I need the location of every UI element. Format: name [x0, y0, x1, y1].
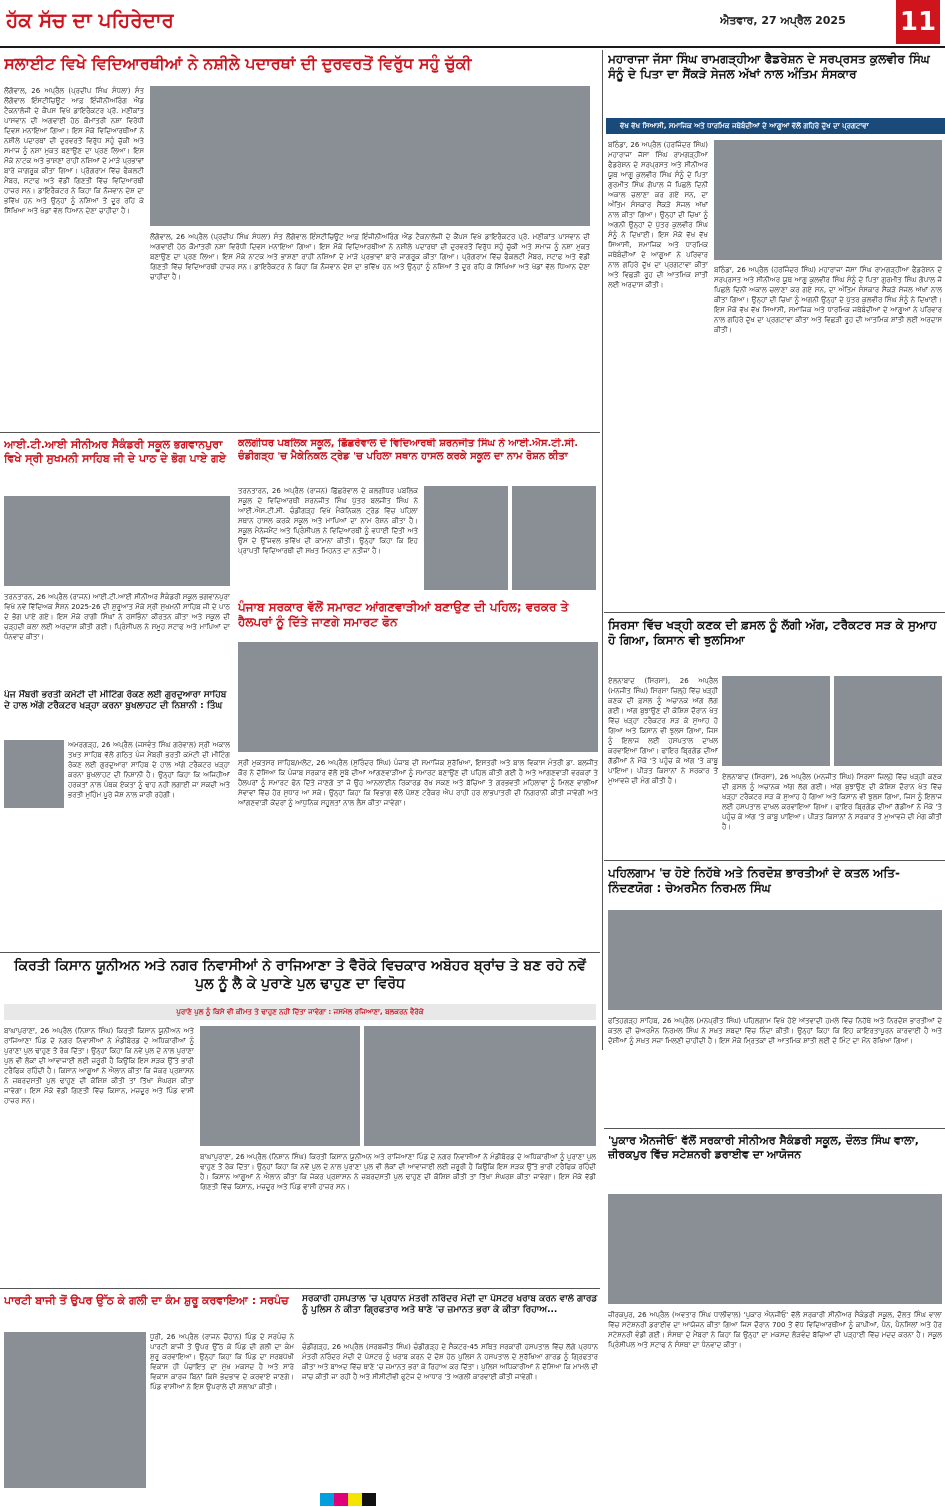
story-headline: ਸਿਰਸਾ ਵਿੱਚ ਖੜ੍ਹੀ ਕਣਕ ਦੀ ਫ਼ਸਲ ਨੂੰ ਲੱਗੀ ਅੱਗ, ਟਰੈਕਟਰ ਸੜ ਕੇ ਸੁਆਹ ਹੋ ਗਿਆ, ਕਿਸਾਨ ਵੀ ਝੁਲਸਿਆ [608, 618, 937, 647]
story-photo [4, 496, 230, 586]
story-body: ਤਰਨਤਾਰਨ, 26 ਅਪ੍ਰੈਲ (ਰਾਜਨ) ਆਈ.ਟੀ.ਆਈ ਸੀਨੀਅਰ ਸੈਕੰਡਰੀ ਸਕੂਲ ਭਗਵਾਨਪੁਰਾ ਵਿਖੇ ਨਵੇਂ ਵਿੱਦਿਅਕ ਸੈਸ਼ਨ 2025-26 ਦੀ ਸ਼ੁਰੂਆਤ ਮੌਕੇ ਸ੍ਰੀ ਸੁਖਮਨੀ ਸਾਹਿਬ ਜੀ ਦੇ ਪਾਠ ਦੇ ਭੋਗ ਪਾਏ ਗਏ। ਇਸ ਮੌਕੇ ਰਾਗੀ ਸਿੰਘਾਂ ਨੇ ਰਸਭਿੰਨਾ ਕੀਰਤਨ ਕੀਤਾ ਅਤੇ ਸਕੂਲ ਦੀ ਚੜ੍ਹਦੀ ਕਲਾ ਲਈ ਅਰਦਾਸ ਕੀਤੀ ਗਈ। ਪ੍ਰਿੰਸੀਪਲ ਨੇ ਸਮੂਹ ਸਟਾਫ ਅਤੇ ਮਾਪਿਆਂ ਦਾ ਧੰਨਵਾਦ ਕੀਤਾ। [4, 593, 230, 641]
swatch-black [362, 1493, 376, 1506]
story-body: ਅਮਰਗੜ੍ਹ, 26 ਅਪ੍ਰੈਲ (ਜਸਵੰਤ ਸਿੰਘ ਗਰੇਵਾਲ) ਸ੍ਰੀ ਅਕਾਲ ਤਖ਼ਤ ਸਾਹਿਬ ਵੱਲੋਂ ਗਠਿਤ ਪੰਜ ਮੈਂਬਰੀ ਭਰਤੀ ਕਮੇਟੀ ਦੀ ਮੀਟਿੰਗ ਰੋਕਣ ਲਈ ਗੁਰਦੁਆਰਾ ਸਾਹਿਬ ਦੇ ਹਾਲ ਅੱਗੇ ਟਰੈਕਟਰ ਖੜ੍ਹਾ ਕਰਨਾ ਬੁਖਲਾਹਟ ਦੀ ਨਿਸ਼ਾਨੀ ਹੈ। ਉਨ੍ਹਾਂ ਕਿਹਾ ਕਿ ਅਜਿਹੀਆਂ ਹਰਕਤਾਂ ਨਾਲ ਪੰਥਕ ਏਕਤਾ ਨੂੰ ਢਾਹ ਨਹੀਂ ਲਗਾਈ ਜਾ ਸਕਦੀ ਅਤੇ ਭਰਤੀ ਮੁਹਿੰਮ ਪੂਰੇ ਜੋਸ਼ ਨਾਲ ਜਾਰੀ ਰਹੇਗੀ। [68, 741, 230, 799]
section-rule [604, 860, 945, 861]
story-body: ਫਤਿਹਗੜ੍ਹ ਸਾਹਿਬ, 26 ਅਪ੍ਰੈਲ (ਮਨਪ੍ਰੀਤ ਸਿੰਘ) ਪਹਿਲਗਾਮ ਵਿਖੇ ਹੋਏ ਅੱਤਵਾਦੀ ਹਮਲੇ ਵਿੱਚ ਨਿਹੱਥੇ ਅਤੇ ਨਿਰਦੋਸ਼ ਭਾਰਤੀਆਂ ਦੇ ਕਤਲ ਦੀ ਚੇਅਰਮੈਨ ਨਿਰਮਲ ਸਿੰਘ ਨੇ ਸਖ਼ਤ ਸ਼ਬਦਾਂ ਵਿੱਚ ਨਿੰਦਾ ਕੀਤੀ। ਉਨ੍ਹਾਂ ਕਿਹਾ ਕਿ ਇਹ ਕਾਇਰਤਾਪੂਰਨ ਕਾਰਵਾਈ ਹੈ ਅਤੇ ਦੋਸ਼ੀਆਂ ਨੂੰ ਸਖ਼ਤ ਸਜ਼ਾ ਮਿਲਣੀ ਚਾਹੀਦੀ ਹੈ। ਇਸ ਮੌਕੇ ਮ੍ਰਿਤਕਾਂ ਦੀ ਆਤਮਿਕ ਸ਼ਾਂਤੀ ਲਈ ਦੋ ਮਿੰਟ ਦਾ ਮੌਨ ਰੱਖਿਆ ਗਿਆ। [608, 1017, 942, 1045]
swatch-cyan [320, 1493, 334, 1506]
story-photo [238, 642, 598, 752]
story-headline: ਪੰਜ ਮੈਂਬਰੀ ਭਰਤੀ ਕਮੇਟੀ ਦੀ ਮੀਟਿੰਗ ਰੋਕਣ ਲਈ ਗੁਰਦੁਆਰਾ ਸਾਹਿਬ ਦੇ ਹਾਲ ਅੱਗੇ ਟਰੈਕਟਰ ਖੜ੍ਹਾ ਕਰਨਾ ਬੁਖਲਾਹਟ ਦੀ ਨਿਸ਼ਾਨੀ : ਤਿੰਘ [4, 690, 227, 712]
story-body: ਲੌਂਗੋਵਾਲ, 26 ਅਪ੍ਰੈਲ (ਪ੍ਰਦੀਪ ਸਿੰਘ ਸੰਧਲਾ) ਸੰਤ ਲੌਂਗੋਵਾਲ ਇੰਸਟੀਚਿਊਟ ਆਫ਼ ਇੰਜੀਨੀਅਰਿੰਗ ਐਂਡ ਟੈਕਨਾਲੋਜੀ ਦੇ ਕੈਂਪਸ ਵਿਖੇ ਡਾਇਰੈਕਟਰ ਪ੍ਰੋ. ਮਣੀਕਾਂਤ ਪਾਸਵਾਨ ਦੀ ਅਗਵਾਈ ਹੇਠ ਕੌਮਾਂਤਰੀ ਨਸ਼ਾ ਵਿਰੋਧੀ ਦਿਵਸ ਮਨਾਇਆ ਗਿਆ। ਇਸ ਮੌਕੇ ਵਿਦਿਆਰਥੀਆਂ ਨੇ ਨਸ਼ੀਲੇ ਪਦਾਰਥਾਂ ਦੀ ਦੁਰਵਰਤੋਂ ਵਿਰੁੱਧ ਸਹੁੰ ਚੁੱਕੀ ਅਤੇ ਸਮਾਜ ਨੂੰ ਨਸ਼ਾ ਮੁਕਤ ਬਣਾਉਣ ਦਾ ਪ੍ਰਣ ਲਿਆ। ਇਸ ਮੌਕੇ ਨਾਟਕ ਅਤੇ ਭਾਸ਼ਣਾਂ ਰਾਹੀਂ ਨਸ਼ਿਆਂ ਦੇ ਮਾੜੇ ਪ੍ਰਭਾਵਾਂ ਬਾਰੇ ਜਾਗਰੂਕ ਕੀਤਾ ਗਿਆ। ਪ੍ਰੋਗਰਾਮ ਵਿੱਚ ਫੈਕਲਟੀ ਮੈਂਬਰ, ਸਟਾਫ ਅਤੇ ਵੱਡੀ ਗਿਣਤੀ ਵਿੱਚ ਵਿਦਿਆਰਥੀ ਹਾਜ਼ਰ ਸਨ। ਡਾਇਰੈਕਟਰ ਨੇ ਕਿਹਾ ਕਿ ਨੌਜਵਾਨ ਦੇਸ਼ ਦਾ ਭਵਿੱਖ ਹਨ ਅਤੇ ਉਨ੍ਹਾਂ ਨੂੰ ਨਸ਼ਿਆਂ ਤੋਂ ਦੂਰ ਰਹਿ ਕੇ ਸਿੱਖਿਆ ਅਤੇ ਖੇਡਾਂ ਵੱਲ ਧਿਆਨ ਦੇਣਾ ਚਾਹੀਦਾ ਹੈ। [4, 87, 144, 215]
column-rule [602, 50, 603, 1050]
story-headline: ਪਹਿਲਗਾਮ 'ਚ ਹੋਏ ਨਿਹੱਥੇ ਅਤੇ ਨਿਰਦੋਸ਼ ਭਾਰਤੀਆਂ ਦੇ ਕਤਲ ਅਤਿ-ਨਿੰਦਣਯੋਗ : ਚੇਅਰਮੈਨ ਨਿਰਮਲ ਸਿੰਘ [608, 866, 900, 895]
story-modi-poster [300, 1292, 600, 1492]
story-iti-school [0, 436, 232, 686]
story-body: ਬਾਘਾਪੁਰਾਣਾ, 26 ਅਪ੍ਰੈਲ (ਨਿਸ਼ਾਨ ਸਿੰਘ) ਕਿਰਤੀ ਕਿਸਾਨ ਯੂਨੀਅਨ ਅਤੇ ਰਾਜਿਆਣਾ ਪਿੰਡ ਦੇ ਨਗਰ ਨਿਵਾਸੀਆਂ ਨੇ ਮੰਡੀਬੋਰਡ ਦੇ ਅਧਿਕਾਰੀਆਂ ਨੂੰ ਪੁਰਾਣਾ ਪੁਲ ਢਾਹੁਣ ਤੋਂ ਰੋਕ ਦਿੱਤਾ। ਉਨ੍ਹਾਂ ਕਿਹਾ ਕਿ ਨਵੇਂ ਪੁਲ ਦੇ ਨਾਲ ਪੁਰਾਣਾ ਪੁਲ ਵੀ ਲੋਕਾਂ ਦੀ ਆਵਾਜਾਈ ਲਈ ਜ਼ਰੂਰੀ ਹੈ ਕਿਉਂਕਿ ਇਸ ਸੜਕ ਉੱਤੇ ਭਾਰੀ ਟਰੈਫਿਕ ਰਹਿੰਦੀ ਹੈ। ਕਿਸਾਨ ਆਗੂਆਂ ਨੇ ਐਲਾਨ ਕੀਤਾ ਕਿ ਜੇਕਰ ਪ੍ਰਸ਼ਾਸਨ ਨੇ ਜ਼ਬਰਦਸਤੀ ਪੁਲ ਢਾਹੁਣ ਦੀ ਕੋਸ਼ਿਸ਼ ਕੀਤੀ ਤਾਂ ਤਿੱਖਾ ਸੰਘਰਸ਼ ਕੀਤਾ ਜਾਵੇਗਾ। ਇਸ ਮੌਕੇ ਵੱਡੀ ਗਿਣਤੀ ਵਿੱਚ ਕਿਸਾਨ, ਮਜ਼ਦੂਰ ਅਤੇ ਪਿੰਡ ਵਾਸੀ ਹਾਜ਼ਰ ਸਨ। [4, 1027, 194, 1105]
story-body: ਸ੍ਰੀ ਮੁਕਤਸਰ ਸਾਹਿਬ/ਮਲੋਟ, 26 ਅਪ੍ਰੈਲ (ਸੁਰਿੰਦਰ ਸਿੰਘ) ਪੰਜਾਬ ਦੀ ਸਮਾਜਿਕ ਸੁਰੱਖਿਆ, ਇਸਤਰੀ ਅਤੇ ਬਾਲ ਵਿਕਾਸ ਮੰਤਰੀ ਡਾ. ਬਲਜੀਤ ਕੌਰ ਨੇ ਦੱਸਿਆ ਕਿ ਪੰਜਾਬ ਸਰਕਾਰ ਵੱਲੋਂ ਸੂਬੇ ਦੀਆਂ ਆਂਗਣਵਾੜੀਆਂ ਨੂੰ ਸਮਾਰਟ ਬਣਾਉਣ ਦੀ ਪਹਿਲ ਕੀਤੀ ਗਈ ਹੈ ਅਤੇ ਆਂਗਣਵਾੜੀ ਵਰਕਰਾਂ ਤੇ ਹੈਲਪਰਾਂ ਨੂੰ ਸਮਾਰਟ ਫੋਨ ਦਿੱਤੇ ਜਾਣਗੇ ਤਾਂ ਜੋ ਉਹ ਆਨਲਾਈਨ ਰਿਕਾਰਡ ਰੱਖ ਸਕਣ ਅਤੇ ਬੱਚਿਆਂ ਤੇ ਗਰਭਵਤੀ ਮਹਿਲਾਵਾਂ ਨੂੰ ਮਿਲਣ ਵਾਲੀਆਂ ਸੇਵਾਵਾਂ ਵਿੱਚ ਹੋਰ ਸੁਧਾਰ ਆ ਸਕੇ। ਉਨ੍ਹਾਂ ਕਿਹਾ ਕਿ ਵਿਭਾਗ ਵੱਲੋਂ ਪੋਸ਼ਣ ਟਰੈਕਰ ਐਪ ਰਾਹੀਂ ਹਰ ਲਾਭਪਾਤਰੀ ਦੀ ਨਿਗਰਾਨੀ ਕੀਤੀ ਜਾਵੇਗੀ ਅਤੇ ਆਂਗਣਵਾੜੀ ਕੇਂਦਰਾਂ ਨੂੰ ਆਧੁਨਿਕ ਸਹੂਲਤਾਂ ਨਾਲ ਲੈਸ ਕੀਤਾ ਜਾਵੇਗਾ। [238, 759, 598, 807]
story-recruitment-committee [0, 688, 232, 950]
section-rule [0, 952, 600, 953]
story-strap: ਵੱਖ ਵੱਖ ਸਿਆਸੀ, ਸਮਾਜਿਕ ਅਤੇ ਧਾਰਮਿਕ ਜਥੇਬੰਦੀਆਂ ਦੇ ਆਗੂਆਂ ਵੱਲੋਂ ਗਹਿਰੇ ਦੁੱਖ ਦਾ ਪ੍ਰਗਟਾਵਾ [606, 118, 945, 134]
story-photo [200, 1026, 360, 1146]
story-headline: ਪੰਜਾਬ ਸਰਕਾਰ ਵੱਲੋਂ ਸਮਾਰਟ ਆਂਗਣਵਾੜੀਆਂ ਬਣਾਉਣ ਦੀ ਪਹਿਲ; ਵਰਕਰ ਤੇ ਹੈਲਪਰਾਂ ਨੂੰ ਦਿੱਤੇ ਜਾਣਗੇ ਸਮਾਰਟ ਫੋਨ [238, 600, 569, 629]
story-pahalgam [606, 864, 945, 1124]
story-photo [608, 1194, 942, 1304]
story-body: ਤਰਨਤਾਰਨ, 26 ਅਪ੍ਰੈਲ (ਰਾਜਨ) ਛਿੱਛਰੇਵਾਲ ਦੇ ਕਲਗੀਧਰ ਪਬਲਿਕ ਸਕੂਲ ਦੇ ਵਿਦਿਆਰਥੀ ਸ਼ਰਨਜੀਤ ਸਿੰਘ ਪੁੱਤਰ ਬਲਜੀਤ ਸਿੰਘ ਨੇ ਆਈ.ਐਸ.ਟੀ.ਸੀ. ਚੰਡੀਗੜ੍ਹ ਵਿਖੇ ਮੈਕੇਨਿਕਲ ਟ੍ਰੇਡ ਵਿੱਚ ਪਹਿਲਾ ਸਥਾਨ ਹਾਸਲ ਕਰਕੇ ਸਕੂਲ ਅਤੇ ਮਾਪਿਆਂ ਦਾ ਨਾਮ ਰੋਸ਼ਨ ਕੀਤਾ ਹੈ। ਸਕੂਲ ਮੈਨੇਜਮੈਂਟ ਅਤੇ ਪ੍ਰਿੰਸੀਪਲ ਨੇ ਵਿਦਿਆਰਥੀ ਨੂੰ ਵਧਾਈ ਦਿੱਤੀ ਅਤੇ ਉਸ ਦੇ ਉੱਜਵਲ ਭਵਿੱਖ ਦੀ ਕਾਮਨਾ ਕੀਤੀ। ਉਨ੍ਹਾਂ ਕਿਹਾ ਕਿ ਇਹ ਪ੍ਰਾਪਤੀ ਵਿਦਿਆਰਥੀ ਦੀ ਸਖ਼ਤ ਮਿਹਨਤ ਦਾ ਨਤੀਜਾ ਹੈ। [238, 487, 418, 555]
story-photo [608, 910, 942, 1010]
story-kalgidhar-school [236, 436, 600, 596]
story-photo [150, 86, 590, 226]
section-rule [0, 1288, 600, 1289]
story-body: ਬਠਿੰਡਾ, 26 ਅਪ੍ਰੈਲ (ਹਰਜਿੰਦਰ ਸਿੰਘ) ਮਹਾਰਾਜਾ ਜੱਸਾ ਸਿੰਘ ਰਾਮਗੜ੍ਹੀਆ ਫੈਡਰੇਸ਼ਨ ਦੇ ਸਰਪ੍ਰਸਤ ਅਤੇ ਸੀਨੀਅਰ ਯੂਥ ਆਗੂ ਕੁਲਵੀਰ ਸਿੰਘ ਸੰਨੂੰ ਦੇ ਪਿਤਾ ਗੁਰਮੀਤ ਸਿੰਘ ਗੋਪਾਲ ਜੋ ਪਿਛਲੇ ਦਿਨੀਂ ਅਕਾਲ ਚਲਾਣਾ ਕਰ ਗਏ ਸਨ, ਦਾ ਅੰਤਿਮ ਸੰਸਕਾਰ ਸੈਂਕੜੇ ਸੇਜਲ ਅੱਖਾਂ ਨਾਲ ਕੀਤਾ ਗਿਆ। ਉਨ੍ਹਾਂ ਦੀ ਚਿਖਾ ਨੂੰ ਅਗਨੀ ਉਨ੍ਹਾਂ ਦੇ ਪੁੱਤਰ ਕੁਲਵੀਰ ਸਿੰਘ ਸੰਨੂੰ ਨੇ ਦਿਖਾਈ। ਇਸ ਮੌਕੇ ਵੱਖ ਵੱਖ ਸਿਆਸੀ, ਸਮਾਜਿਕ ਅਤੇ ਧਾਰਮਿਕ ਜਥੇਬੰਦੀਆਂ ਦੇ ਆਗੂਆਂ ਨੇ ਪਰਿਵਾਰ ਨਾਲ ਗਹਿਰੇ ਦੁੱਖ ਦਾ ਪ੍ਰਗਟਾਵਾ ਕੀਤਾ ਅਤੇ ਵਿਛੜੀ ਰੂਹ ਦੀ ਆਤਮਿਕ ਸ਼ਾਂਤੀ ਲਈ ਅਰਦਾਸ ਕੀਤੀ। [608, 141, 708, 289]
swatch-magenta [334, 1493, 348, 1506]
story-photo [4, 1332, 146, 1488]
student-photo [512, 486, 596, 590]
registration-color-bar [320, 1492, 620, 1506]
story-photo [364, 1026, 596, 1146]
story-body: ਚੰਡੀਗੜ੍ਹ, 26 ਅਪ੍ਰੈਲ (ਸਰਬਜੀਤ ਸਿੰਘ) ਚੰਡੀਗੜ੍ਹ ਦੇ ਸੈਕਟਰ-45 ਸਥਿਤ ਸਰਕਾਰੀ ਹਸਪਤਾਲ ਵਿੱਚ ਲੱਗੇ ਪ੍ਰਧਾਨ ਮੰਤਰੀ ਨਰਿੰਦਰ ਮੋਦੀ ਦੇ ਪੋਸਟਰ ਨੂੰ ਖਰਾਬ ਕਰਨ ਦੇ ਦੋਸ਼ ਹੇਠ ਪੁਲਿਸ ਨੇ ਹਸਪਤਾਲ ਦੇ ਸੁਰੱਖਿਆ ਗਾਰਡ ਨੂੰ ਗ੍ਰਿਫਤਾਰ ਕੀਤਾ ਅਤੇ ਬਾਅਦ ਵਿੱਚ ਥਾਣੇ 'ਚ ਜ਼ਮਾਨਤ ਭਰਾ ਕੇ ਰਿਹਾਅ ਕਰ ਦਿੱਤਾ। ਪੁਲਿਸ ਅਧਿਕਾਰੀਆਂ ਨੇ ਦੱਸਿਆ ਕਿ ਮਾਮਲੇ ਦੀ ਜਾਂਚ ਕੀਤੀ ਜਾ ਰਹੀ ਹੈ ਅਤੇ ਸੀਸੀਟੀਵੀ ਫੁਟੇਜ ਦੇ ਆਧਾਰ 'ਤੇ ਅਗਲੀ ਕਾਰਵਾਈ ਕੀਤੀ ਜਾਵੇਗੀ। [302, 1343, 598, 1381]
page-number: 11 [896, 0, 940, 44]
story-headline: ਸਰਕਾਰੀ ਹਸਪਤਾਲ 'ਚ ਪ੍ਰਧਾਨ ਮੰਤਰੀ ਨਰਿੰਦਰ ਮੋਦੀ ਦਾ ਪੋਸਟਰ ਖਰਾਬ ਕਰਨ ਵਾਲੇ ਗਾਰਡ ਨੂੰ ਪੁਲਿਸ ਨੇ ਕੀਤਾ ਗ੍ਰਿਫਤਾਰ ਅਤੇ ਥਾਣੇ 'ਚ ਜ਼ਮਾਨਤ ਭਰਾ ਕੇ ਕੀਤਾ ਰਿਹਾਅ... [302, 1294, 598, 1316]
story-headline: 'ਪੁਕਾਰ ਐਨਜੀਓ' ਵੱਲੋਂ ਸਰਕਾਰੀ ਸੀਨੀਅਰ ਸੈਕੰਡਰੀ ਸਕੂਲ, ਦੌਲਤ ਸਿੰਘ ਵਾਲਾ, ਜ਼ੀਰਕਪੁਰ ਵਿੱਚ ਸਟੇਸ਼ਨਰੀ ਡਰਾਈਵ ਦਾ ਆਯੋਜਨ [608, 1134, 919, 1161]
story-sarpanch-street [0, 1292, 296, 1492]
story-body: ਧੂਰੀ, 26 ਅਪ੍ਰੈਲ (ਰਾਜਨ ਚੌਹਾਨ) ਪਿੰਡ ਦੇ ਸਰਪੰਚ ਨੇ ਪਾਰਟੀ ਬਾਜੀ ਤੋਂ ਉਪਰ ਉੱਠ ਕੇ ਪਿੰਡ ਦੀ ਗਲੀ ਦਾ ਕੰਮ ਸ਼ੁਰੂ ਕਰਵਾਇਆ। ਉਨ੍ਹਾਂ ਕਿਹਾ ਕਿ ਪਿੰਡ ਦਾ ਸਰਬਪੱਖੀ ਵਿਕਾਸ ਹੀ ਪੰਚਾਇਤ ਦਾ ਮੁੱਖ ਮਕਸਦ ਹੈ ਅਤੇ ਸਾਰੇ ਵਿਕਾਸ ਕਾਰਜ ਬਿਨਾਂ ਕਿਸੇ ਭੇਦਭਾਵ ਦੇ ਕਰਵਾਏ ਜਾਣਗੇ। ਪਿੰਡ ਵਾਸੀਆਂ ਨੇ ਇਸ ਉਪਰਾਲੇ ਦੀ ਸ਼ਲਾਘਾ ਕੀਤੀ। [150, 1333, 294, 1391]
student-photo [424, 486, 508, 590]
story-pukar-ngo [606, 1132, 945, 1492]
story-body: ਜ਼ੀਰਕਪੁਰ, 26 ਅਪ੍ਰੈਲ (ਅਵਤਾਰ ਸਿੰਘ ਧਾਲੀਵਾਲ) 'ਪੁਕਾਰ ਐਨਜੀਓ' ਵੱਲੋਂ ਸਰਕਾਰੀ ਸੀਨੀਅਰ ਸੈਕੰਡਰੀ ਸਕੂਲ, ਦੌਲਤ ਸਿੰਘ ਵਾਲਾ ਵਿੱਚ ਸਟੇਸ਼ਨਰੀ ਡਰਾਈਵ ਦਾ ਆਯੋਜਨ ਕੀਤਾ ਗਿਆ ਜਿਸ ਦੌਰਾਨ 700 ਤੋਂ ਵੱਧ ਵਿਦਿਆਰਥੀਆਂ ਨੂੰ ਕਾਪੀਆਂ, ਪੈਨ, ਪੈਨਸਿਲਾਂ ਅਤੇ ਹੋਰ ਸਟੇਸ਼ਨਰੀ ਵੰਡੀ ਗਈ। ਸੰਸਥਾ ਦੇ ਮੈਂਬਰਾਂ ਨੇ ਕਿਹਾ ਕਿ ਉਨ੍ਹਾਂ ਦਾ ਮਕਸਦ ਲੋੜਵੰਦ ਬੱਚਿਆਂ ਦੀ ਪੜ੍ਹਾਈ ਵਿੱਚ ਮਦਦ ਕਰਨਾ ਹੈ। ਸਕੂਲ ਪ੍ਰਿੰਸੀਪਲ ਅਤੇ ਸਟਾਫ ਨੇ ਸੰਸਥਾ ਦਾ ਧੰਨਵਾਦ ਕੀਤਾ। [608, 1311, 942, 1349]
masthead [0, 0, 945, 48]
section-rule [604, 612, 945, 613]
story-body-continued: ਲੌਂਗੋਵਾਲ, 26 ਅਪ੍ਰੈਲ (ਪ੍ਰਦੀਪ ਸਿੰਘ ਸੰਧਲਾ) ਸੰਤ ਲੌਂਗੋਵਾਲ ਇੰਸਟੀਚਿਊਟ ਆਫ਼ ਇੰਜੀਨੀਅਰਿੰਗ ਐਂਡ ਟੈਕਨਾਲੋਜੀ ਦੇ ਕੈਂਪਸ ਵਿਖੇ ਡਾਇਰੈਕਟਰ ਪ੍ਰੋ. ਮਣੀਕਾਂਤ ਪਾਸਵਾਨ ਦੀ ਅਗਵਾਈ ਹੇਠ ਕੌਮਾਂਤਰੀ ਨਸ਼ਾ ਵਿਰੋਧੀ ਦਿਵਸ ਮਨਾਇਆ ਗਿਆ। ਇਸ ਮੌਕੇ ਵਿਦਿਆਰਥੀਆਂ ਨੇ ਨਸ਼ੀਲੇ ਪਦਾਰਥਾਂ ਦੀ ਦੁਰਵਰਤੋਂ ਵਿਰੁੱਧ ਸਹੁੰ ਚੁੱਕੀ ਅਤੇ ਸਮਾਜ ਨੂੰ ਨਸ਼ਾ ਮੁਕਤ ਬਣਾਉਣ ਦਾ ਪ੍ਰਣ ਲਿਆ। ਇਸ ਮੌਕੇ ਨਾਟਕ ਅਤੇ ਭਾਸ਼ਣਾਂ ਰਾਹੀਂ ਨਸ਼ਿਆਂ ਦੇ ਮਾੜੇ ਪ੍ਰਭਾਵਾਂ ਬਾਰੇ ਜਾਗਰੂਕ ਕੀਤਾ ਗਿਆ। ਪ੍ਰੋਗਰਾਮ ਵਿੱਚ ਫੈਕਲਟੀ ਮੈਂਬਰ, ਸਟਾਫ ਅਤੇ ਵੱਡੀ ਗਿਣਤੀ ਵਿੱਚ ਵਿਦਿਆਰਥੀ ਹਾਜ਼ਰ ਸਨ। ਡਾਇਰੈਕਟਰ ਨੇ ਕਿਹਾ ਕਿ ਨੌਜਵਾਨ ਦੇਸ਼ ਦਾ ਭਵਿੱਖ ਹਨ ਅਤੇ ਉਨ੍ਹਾਂ ਨੂੰ ਨਸ਼ਿਆਂ ਤੋਂ ਦੂਰ ਰਹਿ ਕੇ ਸਿੱਖਿਆ ਅਤੇ ਖੇਡਾਂ ਵੱਲ ਧਿਆਨ ਦੇਣਾ ਚਾਹੀਦਾ ਹੈ। [150, 233, 590, 281]
story-smart-anganwadi [236, 598, 600, 948]
story-headline: ਪਾਰਟੀ ਬਾਜੀ ਤੋਂ ਉਪਰ ਉੱਠ ਕੇ ਗਲੀ ਦਾ ਕੰਮ ਸ਼ੁਰੂ ਕਰਵਾਇਆ : ਸਰਪੰਚ [4, 1294, 289, 1307]
portrait-photo [4, 740, 64, 808]
story-photo [722, 676, 830, 766]
story-headline: ਕਿਰਤੀ ਕਿਸਾਨ ਯੂਨੀਅਨ ਅਤੇ ਨਗਰ ਨਿਵਾਸੀਆਂ ਨੇ ਰਾਜਿਆਣਾ ਤੇ ਵੈਰੋਕੇ ਵਿਚਕਾਰ ਅਬੋਹਰ ਬ੍ਰਾਂਚ ਤੇ ਬਣ ਰਹੇ ਨਵੇਂ ਪੁਲ ਨੂੰ ਲੈ ਕੇ ਪੁਰਾਣੇ ਪੁਲ ਢਾਹੁਣ ਦਾ ਵਿਰੋਧ [14, 958, 586, 992]
section-rule [604, 1128, 945, 1129]
masthead-logo: ਹੱਕ ਸੱਚ ਦਾ ਪਹਿਰੇਦਾਰ [6, 8, 174, 32]
masthead-date: ਐਤਵਾਰ, 27 ਅਪ੍ਰੈਲ 2025 [720, 14, 846, 27]
section-rule [0, 432, 600, 433]
story-sliet [0, 50, 600, 430]
story-headline: ਕਲਗੀਧਰ ਪਬਲਿਕ ਸਕੂਲ, ਛਿੱਛਰੇਵਾਲ ਦੇ ਵਿਦਿਆਰਥੀ ਸ਼ਰਨਜੀਤ ਸਿੰਘ ਨੇ ਆਈ.ਐਸ.ਟੀ.ਸੀ. ਚੰਡੀਗੜ੍ਹ 'ਚ ਮੈਕੇਨਿਕਲ ਟ੍ਰੇਡ 'ਚ ਪਹਿਲਾ ਸਥਾਨ ਹਾਸਲ ਕਰਕੇ ਸਕੂਲ ਦਾ ਨਾਮ ਰੋਸ਼ਨ ਕੀਤਾ [238, 438, 578, 462]
story-headline: ਆਈ.ਟੀ.ਆਈ ਸੀਨੀਅਰ ਸੈਕੰਡਰੀ ਸਕੂਲ ਭਗਵਾਨਪੁਰਾ ਵਿਖੇ ਸ੍ਰੀ ਸੁਖਮਨੀ ਸਾਹਿਬ ਜੀ ਦੇ ਪਾਠ ਦੇ ਭੋਗ ਪਾਏ ਗਏ [4, 438, 226, 465]
story-body: ਏਲਨਾਬਾਦ (ਸਿਰਸਾ), 26 ਅਪ੍ਰੈਲ (ਮਨਜੀਤ ਸਿੰਘ) ਸਿਰਸਾ ਜ਼ਿਲ੍ਹੇ ਵਿੱਚ ਖੜ੍ਹੀ ਕਣਕ ਦੀ ਫ਼ਸਲ ਨੂੰ ਅਚਾਨਕ ਅੱਗ ਲੱਗ ਗਈ। ਅੱਗ ਬੁਝਾਉਣ ਦੀ ਕੋਸ਼ਿਸ਼ ਦੌਰਾਨ ਖੇਤ ਵਿੱਚ ਖੜ੍ਹਾ ਟਰੈਕਟਰ ਸੜ ਕੇ ਸੁਆਹ ਹੋ ਗਿਆ ਅਤੇ ਕਿਸਾਨ ਵੀ ਝੁਲਸ ਗਿਆ, ਜਿਸ ਨੂੰ ਇਲਾਜ ਲਈ ਹਸਪਤਾਲ ਦਾਖਲ ਕਰਵਾਇਆ ਗਿਆ। ਫਾਇਰ ਬ੍ਰਿਗੇਡ ਦੀਆਂ ਗੱਡੀਆਂ ਨੇ ਮੌਕੇ 'ਤੇ ਪਹੁੰਚ ਕੇ ਅੱਗ 'ਤੇ ਕਾਬੂ ਪਾਇਆ। ਪੀੜਤ ਕਿਸਾਨਾਂ ਨੇ ਸਰਕਾਰ ਤੋਂ ਮੁਆਵਜ਼ੇ ਦੀ ਮੰਗ ਕੀਤੀ ਹੈ। [608, 677, 718, 785]
story-strap: ਪੁਰਾਣੇ ਪੁਲ ਨੂੰ ਕਿਸੇ ਵੀ ਕੀਮਤ ਤੇ ਢਾਹੁਣ ਨਹੀਂ ਦਿੱਤਾ ਜਾਵੇਗਾ : ਜਸਮੇਲ ਰਜਿਆਣਾ, ਬਲਕਰਨ ਵੈਰੋਕੇ [4, 1004, 596, 1020]
story-headline: ਸਲਾਈਟ ਵਿਖੇ ਵਿਦਿਆਰਥੀਆਂ ਨੇ ਨਸ਼ੀਲੇ ਪਦਾਰਥਾਂ ਦੀ ਦੁਰਵਰਤੋਂ ਵਿਰੁੱਧ ਸਹੁੰ ਚੁੱਕੀ [4, 54, 472, 73]
story-body-continued: ਬਾਘਾਪੁਰਾਣਾ, 26 ਅਪ੍ਰੈਲ (ਨਿਸ਼ਾਨ ਸਿੰਘ) ਕਿਰਤੀ ਕਿਸਾਨ ਯੂਨੀਅਨ ਅਤੇ ਰਾਜਿਆਣਾ ਪਿੰਡ ਦੇ ਨਗਰ ਨਿਵਾਸੀਆਂ ਨੇ ਮੰਡੀਬੋਰਡ ਦੇ ਅਧਿਕਾਰੀਆਂ ਨੂੰ ਪੁਰਾਣਾ ਪੁਲ ਢਾਹੁਣ ਤੋਂ ਰੋਕ ਦਿੱਤਾ। ਉਨ੍ਹਾਂ ਕਿਹਾ ਕਿ ਨਵੇਂ ਪੁਲ ਦੇ ਨਾਲ ਪੁਰਾਣਾ ਪੁਲ ਵੀ ਲੋਕਾਂ ਦੀ ਆਵਾਜਾਈ ਲਈ ਜ਼ਰੂਰੀ ਹੈ ਕਿਉਂਕਿ ਇਸ ਸੜਕ ਉੱਤੇ ਭਾਰੀ ਟਰੈਫਿਕ ਰਹਿੰਦੀ ਹੈ। ਕਿਸਾਨ ਆਗੂਆਂ ਨੇ ਐਲਾਨ ਕੀਤਾ ਕਿ ਜੇਕਰ ਪ੍ਰਸ਼ਾਸਨ ਨੇ ਜ਼ਬਰਦਸਤੀ ਪੁਲ ਢਾਹੁਣ ਦੀ ਕੋਸ਼ਿਸ਼ ਕੀਤੀ ਤਾਂ ਤਿੱਖਾ ਸੰਘਰਸ਼ ਕੀਤਾ ਜਾਵੇਗਾ। ਇਸ ਮੌਕੇ ਵੱਡੀ ਗਿਣਤੀ ਵਿੱਚ ਕਿਸਾਨ, ਮਜ਼ਦੂਰ ਅਤੇ ਪਿੰਡ ਵਾਸੀ ਹਾਜ਼ਰ ਸਨ। [200, 1153, 596, 1191]
story-photo [834, 676, 942, 766]
story-ramgarhia [606, 50, 945, 610]
story-sirsa-fire [606, 616, 945, 856]
story-rajiana-bridge [0, 956, 600, 1286]
swatch-yellow [348, 1493, 362, 1506]
story-headline: ਮਹਾਰਾਜਾ ਜੱਸਾ ਸਿੰਘ ਰਾਮਗੜ੍ਹੀਆ ਫੈਡਰੇਸ਼ਨ ਦੇ ਸਰਪ੍ਰਸਤ ਕੁਲਵੀਰ ਸਿੰਘ ਸੰਨੂੰ ਦੇ ਪਿਤਾ ਦਾ ਸੈਂਕੜੇ ਸੇਜਲ ਅੱਖਾਂ ਨਾਲ ਅੰਤਿਮ ਸੰਸਕਾਰ [608, 52, 930, 81]
story-photo [714, 140, 942, 260]
story-body-continued: ਬਠਿੰਡਾ, 26 ਅਪ੍ਰੈਲ (ਹਰਜਿੰਦਰ ਸਿੰਘ) ਮਹਾਰਾਜਾ ਜੱਸਾ ਸਿੰਘ ਰਾਮਗੜ੍ਹੀਆ ਫੈਡਰੇਸ਼ਨ ਦੇ ਸਰਪ੍ਰਸਤ ਅਤੇ ਸੀਨੀਅਰ ਯੂਥ ਆਗੂ ਕੁਲਵੀਰ ਸਿੰਘ ਸੰਨੂੰ ਦੇ ਪਿਤਾ ਗੁਰਮੀਤ ਸਿੰਘ ਗੋਪਾਲ ਜੋ ਪਿਛਲੇ ਦਿਨੀਂ ਅਕਾਲ ਚਲਾਣਾ ਕਰ ਗਏ ਸਨ, ਦਾ ਅੰਤਿਮ ਸੰਸਕਾਰ ਸੈਂਕੜੇ ਸੇਜਲ ਅੱਖਾਂ ਨਾਲ ਕੀਤਾ ਗਿਆ। ਉਨ੍ਹਾਂ ਦੀ ਚਿਖਾ ਨੂੰ ਅਗਨੀ ਉਨ੍ਹਾਂ ਦੇ ਪੁੱਤਰ ਕੁਲਵੀਰ ਸਿੰਘ ਸੰਨੂੰ ਨੇ ਦਿਖਾਈ। ਇਸ ਮੌਕੇ ਵੱਖ ਵੱਖ ਸਿਆਸੀ, ਸਮਾਜਿਕ ਅਤੇ ਧਾਰਮਿਕ ਜਥੇਬੰਦੀਆਂ ਦੇ ਆਗੂਆਂ ਨੇ ਪਰਿਵਾਰ ਨਾਲ ਗਹਿਰੇ ਦੁੱਖ ਦਾ ਪ੍ਰਗਟਾਵਾ ਕੀਤਾ ਅਤੇ ਵਿਛੜੀ ਰੂਹ ਦੀ ਆਤਮਿਕ ਸ਼ਾਂਤੀ ਲਈ ਅਰਦਾਸ ਕੀਤੀ। [714, 266, 942, 334]
story-body-continued: ਏਲਨਾਬਾਦ (ਸਿਰਸਾ), 26 ਅਪ੍ਰੈਲ (ਮਨਜੀਤ ਸਿੰਘ) ਸਿਰਸਾ ਜ਼ਿਲ੍ਹੇ ਵਿੱਚ ਖੜ੍ਹੀ ਕਣਕ ਦੀ ਫ਼ਸਲ ਨੂੰ ਅਚਾਨਕ ਅੱਗ ਲੱਗ ਗਈ। ਅੱਗ ਬੁਝਾਉਣ ਦੀ ਕੋਸ਼ਿਸ਼ ਦੌਰਾਨ ਖੇਤ ਵਿੱਚ ਖੜ੍ਹਾ ਟਰੈਕਟਰ ਸੜ ਕੇ ਸੁਆਹ ਹੋ ਗਿਆ ਅਤੇ ਕਿਸਾਨ ਵੀ ਝੁਲਸ ਗਿਆ, ਜਿਸ ਨੂੰ ਇਲਾਜ ਲਈ ਹਸਪਤਾਲ ਦਾਖਲ ਕਰਵਾਇਆ ਗਿਆ। ਫਾਇਰ ਬ੍ਰਿਗੇਡ ਦੀਆਂ ਗੱਡੀਆਂ ਨੇ ਮੌਕੇ 'ਤੇ ਪਹੁੰਚ ਕੇ ਅੱਗ 'ਤੇ ਕਾਬੂ ਪਾਇਆ। ਪੀੜਤ ਕਿਸਾਨਾਂ ਨੇ ਸਰਕਾਰ ਤੋਂ ਮੁਆਵਜ਼ੇ ਦੀ ਮੰਗ ਕੀਤੀ ਹੈ। [722, 773, 942, 831]
